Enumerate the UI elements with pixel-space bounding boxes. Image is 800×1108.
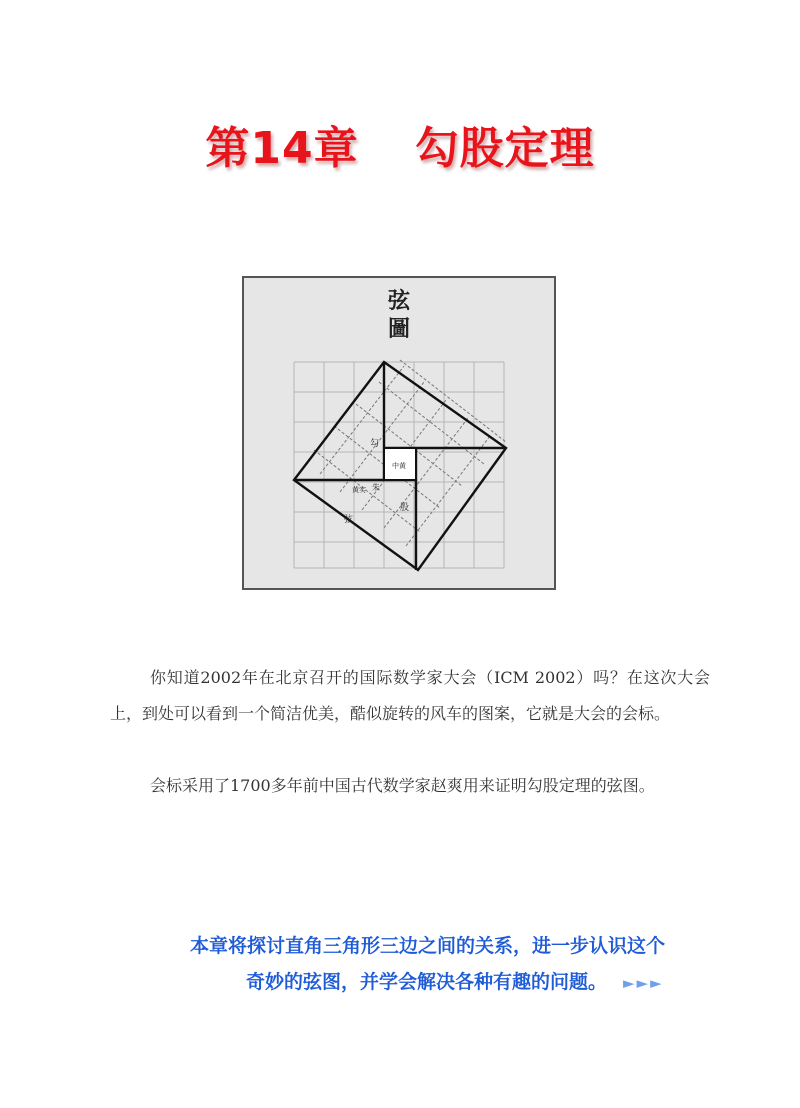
- label-gou: 勾: [370, 439, 380, 449]
- figure-title-1: 弦: [387, 288, 411, 314]
- chapter-title: [0, 112, 800, 176]
- figure-title-2: 圖: [387, 316, 411, 342]
- chapter-number: 第14章: [205, 123, 359, 174]
- intro-paragraph-2: 会标采用了1700多年前中国古代数学家赵爽用来证明勾股定理的弦图。: [150, 776, 655, 795]
- chapter-intro-line-1: 本章将探讨直角三角形三边之间的关系，进一步认识这个: [190, 935, 666, 957]
- intro-paragraph-1: 你知道2002年在北京召开的国际数学家大会（ICM 2002）吗？在这次大会上，到处可以看到一个简洁优美，酷似旋转的风车的图案，它就是大会的会标。: [110, 668, 710, 723]
- chapter-intro-line-2: [246, 967, 664, 994]
- label-huang: 黄实: [352, 486, 366, 494]
- label-zhu: 朱: [372, 483, 380, 492]
- chapter-name: 勾股定理: [414, 123, 595, 174]
- xian-tu-diagram: [244, 278, 554, 588]
- label-xian: 弦: [344, 515, 354, 525]
- label-center: 中黄: [392, 462, 406, 470]
- arrow-icon: ►►►: [623, 974, 664, 992]
- label-gu: 股: [400, 503, 410, 513]
- xian-tu-figure: [242, 276, 556, 590]
- chapter-intro-text-2: 奇妙的弦图，并学会解决各种有趣的问题。: [246, 971, 608, 993]
